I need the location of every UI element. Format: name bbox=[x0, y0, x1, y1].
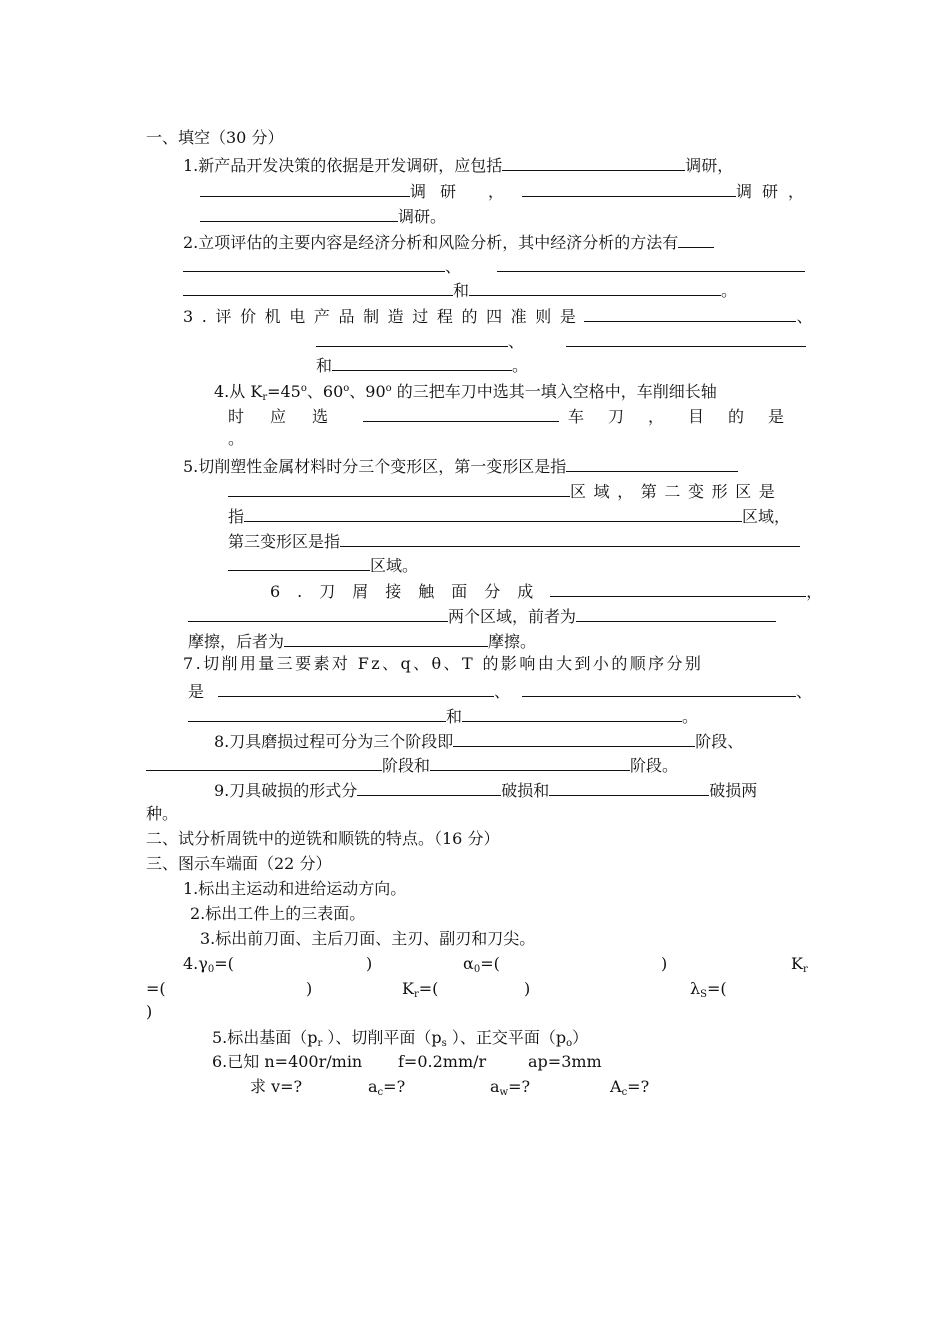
blank[interactable] bbox=[549, 777, 709, 796]
q1-text-c: 调研 bbox=[410, 182, 471, 201]
blank[interactable] bbox=[228, 478, 570, 497]
i5-sub-o: o bbox=[566, 1038, 573, 1049]
q1-text-d: ， bbox=[487, 182, 504, 201]
blank[interactable] bbox=[316, 328, 508, 347]
kr-open-2: =( bbox=[418, 979, 439, 998]
q9-text-a: 9.刀具破损的形式分 bbox=[214, 781, 358, 800]
s3-item-7 bbox=[250, 1075, 670, 1099]
alpha-close: ) bbox=[661, 954, 668, 973]
q4-text-e: 的三把车刀中选其一填入空格中，车削细长轴 bbox=[391, 382, 717, 401]
q5-text-c: 指 bbox=[228, 507, 245, 526]
blank[interactable] bbox=[497, 253, 805, 272]
q8-text-c: 阶段和 bbox=[382, 756, 431, 775]
blank[interactable] bbox=[146, 752, 382, 771]
kr-close-2: ) bbox=[524, 979, 531, 998]
lambda-sub: S bbox=[700, 989, 707, 1000]
q2-text-c: 和 bbox=[453, 281, 470, 300]
q3-text-d: 和 bbox=[316, 356, 333, 375]
q4-text-c: 、60 bbox=[306, 382, 344, 401]
i6-speed: 6.已知 n=400r/min bbox=[212, 1052, 363, 1071]
q2-text-b: 、 bbox=[445, 257, 462, 276]
q1-line-2 bbox=[200, 178, 814, 202]
q7-text-b: 是 bbox=[188, 682, 205, 701]
q4-line-2 bbox=[228, 403, 808, 427]
q6-text-d: 摩擦，后者为 bbox=[188, 632, 285, 651]
blank[interactable] bbox=[228, 552, 370, 571]
q9-line-1 bbox=[214, 777, 757, 801]
blank[interactable] bbox=[200, 178, 410, 197]
ac-sub: c bbox=[377, 1087, 384, 1098]
blank[interactable] bbox=[430, 752, 630, 771]
q5-line-1 bbox=[183, 453, 738, 477]
blank[interactable] bbox=[357, 777, 501, 796]
aw-symbol: a bbox=[490, 1077, 500, 1096]
blank[interactable] bbox=[188, 603, 448, 622]
q7-text-f: 。 bbox=[682, 707, 699, 726]
q4-line-3 bbox=[228, 427, 244, 451]
q1-text-f: 调研。 bbox=[398, 207, 447, 226]
q2-text-d: 。 bbox=[721, 281, 738, 300]
blank[interactable] bbox=[522, 678, 796, 697]
s3-item-3: 3.标出前刀面、主后刀面、主刃、副刃和刀尖。 bbox=[200, 929, 536, 948]
gamma-symbol: 4.γ bbox=[183, 954, 208, 973]
lambda-symbol: λ bbox=[690, 979, 701, 998]
q5-line-5 bbox=[228, 552, 418, 576]
alpha-open: =( bbox=[480, 954, 500, 973]
blank[interactable] bbox=[453, 728, 695, 747]
q3-line-1 bbox=[183, 303, 812, 327]
q3-text-e: 。 bbox=[512, 356, 529, 375]
q7-text-c: 、 bbox=[494, 682, 511, 701]
q4-sup-1: o bbox=[300, 383, 307, 394]
q5-text-b: 区域，第二变形区是 bbox=[570, 482, 783, 501]
s3-item-4-line-2 bbox=[146, 977, 816, 1001]
i6-feed: f=0.2mm/r bbox=[398, 1052, 487, 1071]
q3-line-2 bbox=[316, 328, 806, 352]
q4-text-b: =45 bbox=[267, 382, 301, 401]
q6-text-e: 摩擦。 bbox=[488, 632, 537, 651]
blank[interactable] bbox=[550, 578, 806, 597]
lambda-open: =( bbox=[707, 979, 727, 998]
blank[interactable] bbox=[462, 703, 682, 722]
q1-line-1 bbox=[183, 152, 733, 176]
s3-item-6 bbox=[212, 1050, 612, 1074]
q8-line-1 bbox=[214, 728, 743, 752]
blank[interactable] bbox=[284, 628, 488, 647]
q3-text-c: 、 bbox=[508, 332, 525, 351]
q7-line-1 bbox=[183, 652, 703, 676]
q4-sup-3: o bbox=[385, 383, 392, 394]
q1-text-b: 调研， bbox=[685, 156, 734, 175]
q9-text-b: 破损和 bbox=[501, 781, 550, 800]
kr-sub-1: r bbox=[802, 964, 808, 975]
s3-item-1: 1.标出主运动和进给运动方向。 bbox=[183, 879, 407, 898]
kr-symbol-1: K bbox=[791, 954, 803, 973]
alpha-symbol: α bbox=[463, 954, 474, 973]
blank[interactable] bbox=[218, 678, 494, 697]
i5-text-c: ）、正交平面（p bbox=[446, 1028, 567, 1047]
aw-sub: w bbox=[499, 1087, 509, 1098]
section-3-title: 三、图示车端面（22 分） bbox=[146, 854, 332, 873]
section-2-title: 二、试分析周铣中的逆铣和顺铣的特点。（16 分） bbox=[146, 829, 500, 848]
q5-line-2 bbox=[228, 478, 782, 502]
q6-text-a: 6.刀屑接触面分成 bbox=[270, 582, 551, 601]
alpha-sub: 0 bbox=[473, 964, 481, 975]
Ac-symbol: A bbox=[610, 1077, 622, 1096]
blank[interactable] bbox=[188, 703, 446, 722]
blank[interactable] bbox=[332, 352, 512, 371]
q4-line-1 bbox=[214, 377, 717, 401]
q4-text-f: 时应选 bbox=[228, 407, 355, 426]
gamma-close: ) bbox=[366, 954, 373, 973]
i6-depth: ap=3mm bbox=[528, 1052, 602, 1071]
i5-text-b: ）、切削平面（p bbox=[322, 1028, 442, 1047]
q2-line-3 bbox=[183, 277, 737, 301]
i5-sub-s: s bbox=[441, 1038, 447, 1049]
kr-close-1: ) bbox=[306, 979, 313, 998]
find-v: 求 v=? bbox=[250, 1077, 303, 1096]
blank[interactable] bbox=[566, 453, 738, 472]
blank[interactable] bbox=[566, 328, 806, 347]
q2-line-1 bbox=[183, 229, 714, 253]
q7-line-3 bbox=[188, 703, 698, 727]
blank[interactable] bbox=[340, 528, 800, 547]
blank[interactable] bbox=[584, 303, 796, 322]
q2-text-a: 2.立项评估的主要内容是经济分析和风险分析，其中经济分析的方法有 bbox=[183, 233, 679, 252]
q8-line-2 bbox=[146, 752, 678, 776]
q2-line-2 bbox=[183, 253, 805, 277]
q4-text-a: 4.从 K bbox=[214, 382, 263, 401]
q7-text-a: 7.切削用量三要素对 Fz、q、θ、T 的影响由大到小的顺序分别 bbox=[183, 654, 704, 673]
q5-text-a: 5.切削塑性金属材料时分三个变形区，第一变形区是指 bbox=[183, 457, 567, 476]
q4-text-g: 车刀，目的是 bbox=[567, 407, 808, 426]
blank[interactable] bbox=[469, 277, 721, 296]
q3-text-b: 、 bbox=[796, 307, 813, 326]
blank[interactable] bbox=[678, 229, 714, 248]
q6-line-3 bbox=[188, 628, 536, 652]
i5-text-d: ） bbox=[572, 1028, 589, 1047]
kr-open-1: =( bbox=[146, 979, 166, 998]
ac-eq: =? bbox=[383, 1077, 406, 1096]
q4-sup-2: o bbox=[343, 383, 350, 394]
s3-item-4-line-1 bbox=[183, 952, 813, 976]
q4-text-h: 。 bbox=[228, 429, 245, 448]
q5-line-3 bbox=[228, 503, 790, 527]
q1-text-e: 调研， bbox=[735, 182, 814, 201]
q8-text-a: 8.刀具磨损过程可分为三个阶段即 bbox=[214, 732, 454, 751]
blank[interactable] bbox=[244, 503, 742, 522]
q4-sub-r: r bbox=[262, 392, 268, 403]
q9-line-2 bbox=[146, 802, 178, 826]
s3-item-2: 2.标出工件上的三表面。 bbox=[190, 904, 366, 923]
Ac-eq: =? bbox=[627, 1077, 650, 1096]
section-1-title: 一、填空（30 分） bbox=[146, 128, 284, 147]
blank[interactable] bbox=[200, 203, 398, 222]
blank[interactable] bbox=[502, 152, 685, 171]
kr-symbol-2: K bbox=[402, 979, 414, 998]
q4-text-d: 、90 bbox=[349, 382, 386, 401]
ac-symbol: a bbox=[368, 1077, 378, 1096]
s3-item-4-line-3: ) bbox=[146, 1002, 153, 1021]
gamma-sub: 0 bbox=[207, 964, 215, 975]
q9-text-c: 破损两 bbox=[709, 781, 758, 800]
q3-line-3 bbox=[316, 352, 528, 376]
blank[interactable] bbox=[183, 253, 445, 272]
i5-sub-r: r bbox=[317, 1038, 323, 1049]
q1-line-3 bbox=[200, 203, 446, 227]
q6-text-c: 两个区域，前者为 bbox=[448, 607, 577, 626]
q7-text-d: 、 bbox=[796, 682, 813, 701]
q3-text-a: 3.评价机电产品制造过程的四准则是 bbox=[183, 307, 585, 326]
q6-text-b: ， bbox=[806, 582, 823, 601]
q9-text-d: 种。 bbox=[146, 804, 179, 823]
Ac-sub: c bbox=[621, 1087, 628, 1098]
q8-text-b: 阶段、 bbox=[695, 732, 744, 751]
blank[interactable] bbox=[522, 178, 736, 197]
i5-text-a: 5.标出基面（p bbox=[212, 1028, 318, 1047]
q6-line-2 bbox=[188, 603, 776, 627]
gamma-open: =( bbox=[214, 954, 234, 973]
q5-text-f: 区域。 bbox=[370, 556, 419, 575]
q8-text-d: 阶段。 bbox=[630, 756, 679, 775]
aw-eq: =? bbox=[508, 1077, 531, 1096]
s3-item-5 bbox=[212, 1026, 588, 1050]
q7-line-2 bbox=[188, 678, 812, 702]
q5-line-4 bbox=[228, 528, 800, 552]
blank[interactable] bbox=[363, 403, 559, 422]
q5-text-d: 区域， bbox=[742, 507, 791, 526]
blank[interactable] bbox=[183, 277, 453, 296]
kr-sub-2: r bbox=[413, 989, 419, 1000]
q6-line-1 bbox=[270, 578, 822, 602]
blank[interactable] bbox=[576, 603, 776, 622]
q7-text-e: 和 bbox=[446, 707, 463, 726]
q1-text-a: 1.新产品开发决策的依据是开发调研，应包括 bbox=[183, 156, 503, 175]
q5-text-e: 第三变形区是指 bbox=[228, 532, 341, 551]
